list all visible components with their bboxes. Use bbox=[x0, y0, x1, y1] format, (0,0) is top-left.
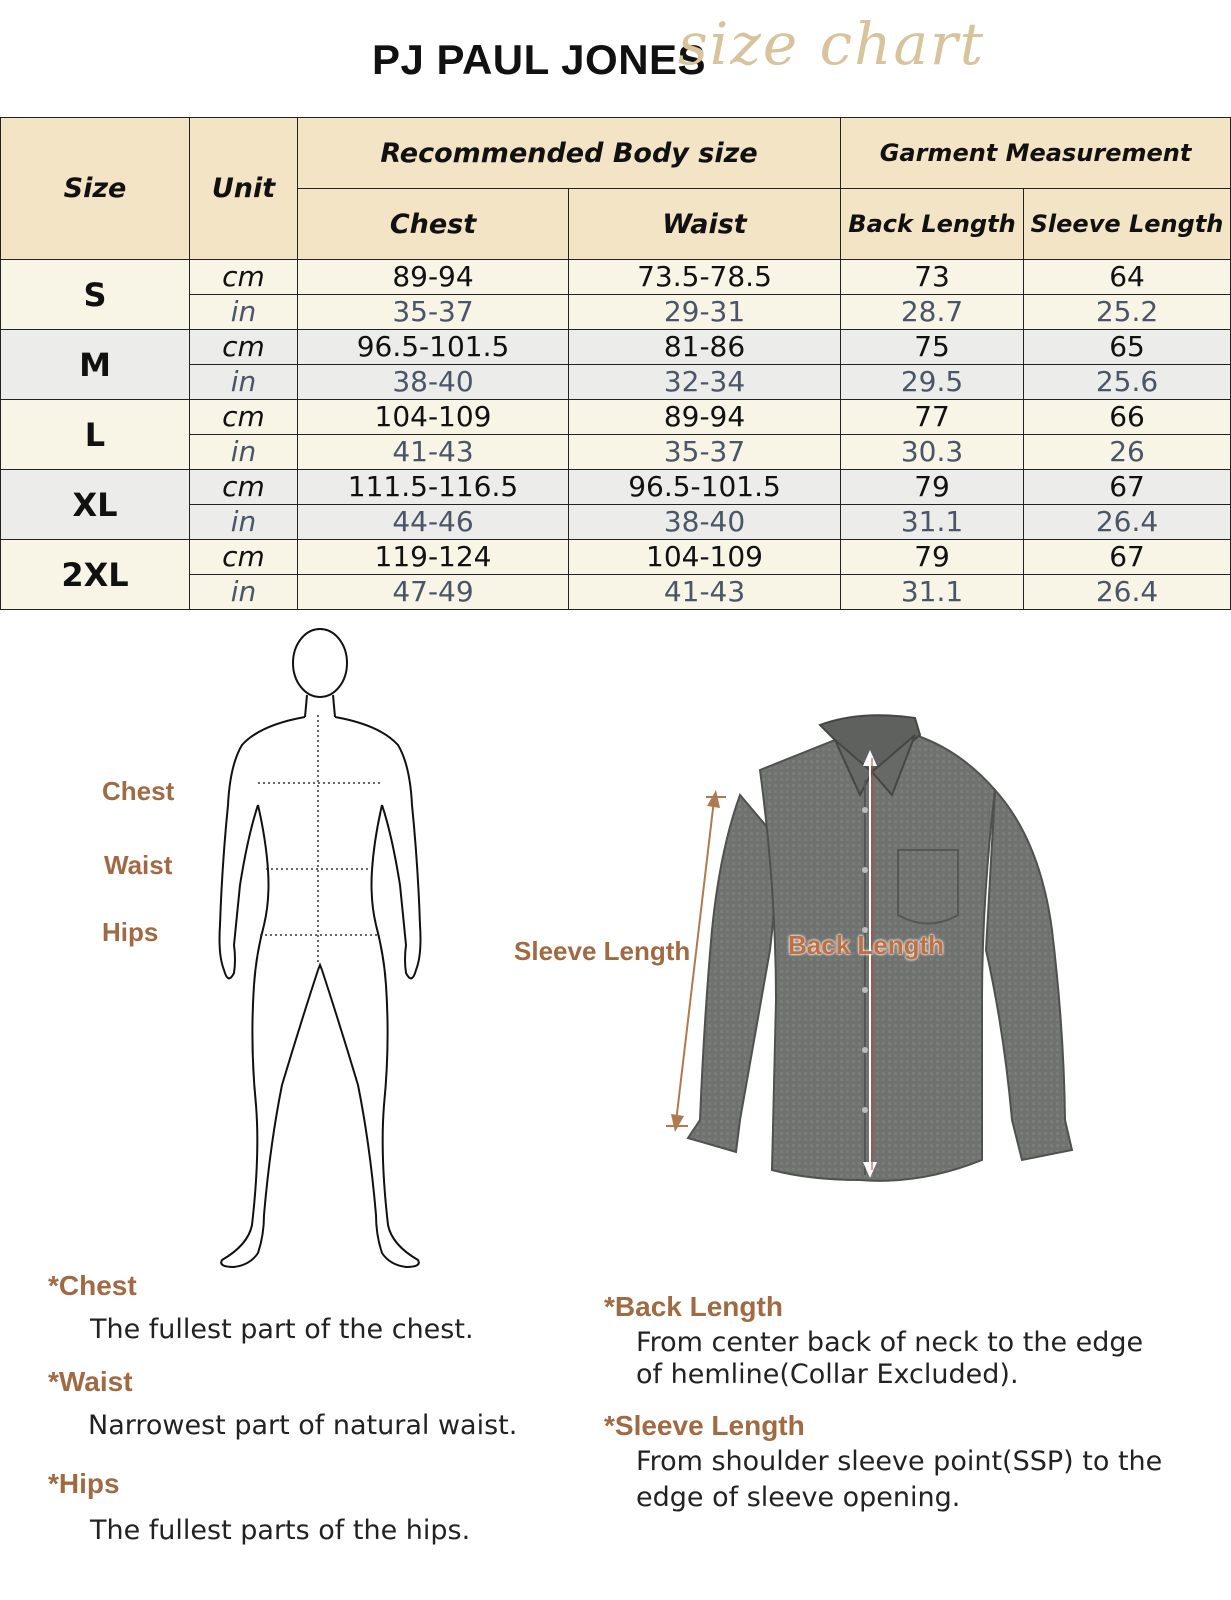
brand-name: PJ PAUL JONES bbox=[372, 36, 707, 83]
note-hips-desc: The fullest parts of the hips. bbox=[90, 1515, 471, 1546]
sleeve-cell: 25.6 bbox=[1024, 365, 1231, 400]
header-body-size: Recommended Body size bbox=[298, 118, 841, 189]
waist-cell: 89-94 bbox=[569, 400, 841, 435]
sleeve-cell: 67 bbox=[1024, 470, 1231, 505]
body-label-hips: Hips bbox=[102, 917, 159, 947]
note-sleeve-desc-1: From shoulder sleeve point(SSP) to the bbox=[636, 1446, 1163, 1477]
unit-cell: in bbox=[190, 295, 298, 330]
header-waist: Waist bbox=[569, 189, 841, 260]
waist-cell: 96.5-101.5 bbox=[569, 470, 841, 505]
note-sleeve-title: *Sleeve Length bbox=[604, 1410, 805, 1441]
chest-cell: 38-40 bbox=[298, 365, 569, 400]
note-waist-title: *Waist bbox=[48, 1366, 133, 1397]
table-row bbox=[1, 260, 1231, 295]
body-figure bbox=[200, 625, 440, 1275]
body-label-waist: Waist bbox=[104, 850, 173, 880]
note-back-desc-2: of hemline(Collar Excluded). bbox=[636, 1359, 1019, 1390]
chest-cell: 44-46 bbox=[298, 505, 569, 540]
chest-cell: 104-109 bbox=[298, 400, 569, 435]
note-sleeve-desc-2: edge of sleeve opening. bbox=[636, 1482, 961, 1513]
header-size: Size bbox=[1, 118, 190, 260]
note-hips-title: *Hips bbox=[48, 1468, 120, 1499]
note-waist-desc: Narrowest part of natural waist. bbox=[88, 1410, 518, 1441]
back-cell: 31.1 bbox=[841, 575, 1024, 610]
size-cell: M bbox=[1, 330, 190, 400]
waist-cell: 73.5-78.5 bbox=[569, 260, 841, 295]
chest-cell: 41-43 bbox=[298, 435, 569, 470]
back-cell: 77 bbox=[841, 400, 1024, 435]
table-row bbox=[1, 540, 1231, 575]
back-cell: 30.3 bbox=[841, 435, 1024, 470]
header-unit: Unit bbox=[190, 118, 298, 260]
waist-cell: 29-31 bbox=[569, 295, 841, 330]
chest-cell: 47-49 bbox=[298, 575, 569, 610]
table-row bbox=[1, 330, 1231, 365]
chest-cell: 96.5-101.5 bbox=[298, 330, 569, 365]
body-label-chest: Chest bbox=[102, 776, 175, 806]
sleeve-cell: 26.4 bbox=[1024, 505, 1231, 540]
note-chest-title: *Chest bbox=[48, 1270, 137, 1301]
back-cell: 28.7 bbox=[841, 295, 1024, 330]
size-cell: 2XL bbox=[1, 540, 190, 610]
size-chart-script-title: size chart bbox=[678, 10, 986, 78]
sleeve-cell: 66 bbox=[1024, 400, 1231, 435]
table-row bbox=[1, 400, 1231, 435]
sleeve-cell: 65 bbox=[1024, 330, 1231, 365]
note-back-title: *Back Length bbox=[604, 1291, 783, 1322]
shirt-label-back-length: Back Length bbox=[788, 930, 945, 960]
sleeve-cell: 25.2 bbox=[1024, 295, 1231, 330]
note-chest-desc: The fullest part of the chest. bbox=[90, 1314, 474, 1345]
header-chest: Chest bbox=[298, 189, 569, 260]
table-row bbox=[1, 470, 1231, 505]
sleeve-cell: 64 bbox=[1024, 260, 1231, 295]
chest-cell: 89-94 bbox=[298, 260, 569, 295]
header-garment: Garment Measurement bbox=[841, 118, 1231, 189]
chest-cell: 35-37 bbox=[298, 295, 569, 330]
note-back-desc-1: From center back of neck to the edge bbox=[636, 1327, 1144, 1358]
header-sleeve-length: Sleeve Length bbox=[1024, 189, 1231, 260]
size-cell: L bbox=[1, 400, 190, 470]
back-cell: 75 bbox=[841, 330, 1024, 365]
waist-cell: 81-86 bbox=[569, 330, 841, 365]
page-header bbox=[0, 0, 1231, 118]
back-cell: 29.5 bbox=[841, 365, 1024, 400]
unit-cell: in bbox=[190, 575, 298, 610]
sleeve-cell: 26.4 bbox=[1024, 575, 1231, 610]
waist-cell: 32-34 bbox=[569, 365, 841, 400]
unit-cell: in bbox=[190, 505, 298, 540]
back-cell: 79 bbox=[841, 470, 1024, 505]
sleeve-cell: 67 bbox=[1024, 540, 1231, 575]
waist-cell: 35-37 bbox=[569, 435, 841, 470]
unit-cell: cm bbox=[190, 330, 298, 365]
unit-cell: in bbox=[190, 365, 298, 400]
waist-cell: 104-109 bbox=[569, 540, 841, 575]
unit-cell: cm bbox=[190, 260, 298, 295]
back-cell: 79 bbox=[841, 540, 1024, 575]
waist-cell: 41-43 bbox=[569, 575, 841, 610]
chest-cell: 111.5-116.5 bbox=[298, 470, 569, 505]
chest-cell: 119-124 bbox=[298, 540, 569, 575]
unit-cell: cm bbox=[190, 470, 298, 505]
unit-cell: cm bbox=[190, 540, 298, 575]
waist-cell: 38-40 bbox=[569, 505, 841, 540]
unit-cell: in bbox=[190, 435, 298, 470]
size-cell: S bbox=[1, 260, 190, 330]
shirt-label-sleeve-length: Sleeve Length bbox=[514, 936, 691, 966]
back-cell: 73 bbox=[841, 260, 1024, 295]
back-cell: 31.1 bbox=[841, 505, 1024, 540]
header-back-length: Back Length bbox=[841, 189, 1024, 260]
sleeve-cell: 26 bbox=[1024, 435, 1231, 470]
size-table bbox=[0, 117, 1231, 610]
size-cell: XL bbox=[1, 470, 190, 540]
unit-cell: cm bbox=[190, 400, 298, 435]
